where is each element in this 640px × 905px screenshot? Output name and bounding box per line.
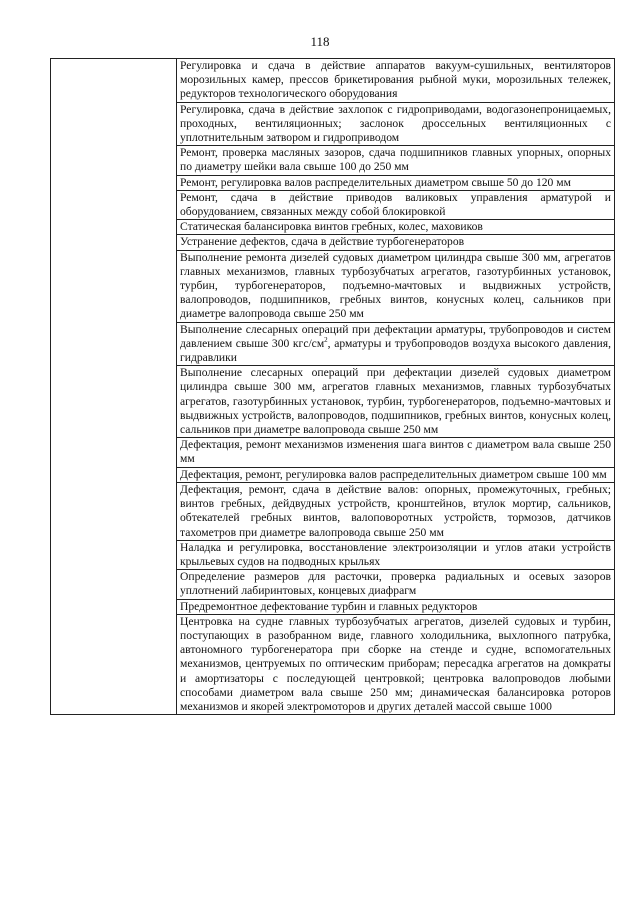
cell-text-before: Выполнение слесарных операций при дефектации арматуры, трубопроводов и систем давлением свыше 300 кгс/см — [180, 322, 611, 350]
superscript: 2 — [324, 336, 328, 344]
table-cell: Выполнение ремонта дизелей судовых диаметром цилиндра свыше 300 мм, агрегатов главных механизмов, главных турбозубчатых агрегатов, газотурбинных установок, турбин, турбогенераторов, подъемно-мачтовых и выдвижных устройств, валопроводов, подшипников, гребных винтов, конусных колец, сальников при диаметре валопровода свыше 250 мм — [177, 250, 615, 322]
page-number: 118 — [310, 34, 330, 49]
table-cell: Предремонтное дефектование турбин и главных редукторов — [177, 599, 615, 614]
table-cell: Дефектация, ремонт, сдача в действие валов: опорных, промежуточных, гребных; винтов гребных, дейдвудных устройств, кронштейнов, втулок мортир, сальников, обтекателей гребных винтов, валоповоротных устройств, тормозов, датчиков тахометров при диаметре валопровода свыше 250 мм — [177, 482, 615, 540]
table-cell: Выполнение слесарных операций при дефектации дизелей судовых диаметром цилиндра свыше 300 мм, агрегатов главных механизмов, главных турбозубчатых агрегатов, газотурбинных установок, турбин, турбогенераторов, подъемно-мачтовых и выдвижных устройств, валопроводов, подшипников, гребных винтов, конусных колец, сальников при диаметре валопровода свыше 250 мм — [177, 366, 615, 438]
table-cell: Ремонт, регулировка валов распределительных диаметром свыше 50 до 120 мм — [177, 175, 615, 190]
empty-left-column — [51, 59, 177, 715]
table-cell — [177, 322, 615, 366]
table-cell: Устранение дефектов, сдача в действие турбогенераторов — [177, 235, 615, 250]
table-cell: Дефектация, ремонт, регулировка валов распределительных диаметром свыше 100 мм — [177, 467, 615, 482]
cell-text-after: , арматуры и трубопроводов воздуха высокого давления, гидравлики — [180, 336, 611, 365]
table-cell: Ремонт, сдача в действие приводов валиковых управления арматурой и оборудованием, связанных между собой блокировкой — [177, 190, 615, 219]
table-cell: Определение размеров для расточки, проверка радиальных и осевых зазоров уплотнений лабиринтовых, концевых диафрагм — [177, 570, 615, 599]
table-cell: Ремонт, проверка масляных зазоров, сдача подшипников главных упорных, опорных по диаметру шейки вала свыше 100 до 250 мм — [177, 146, 615, 175]
table-cell: Регулировка, сдача в действие захлопок с гидроприводами, водогазонепроницаемых, проходных, вентиляционных; заслонок дроссельных вентиляционных с уплотнительным затвором и гидроприводом — [177, 102, 615, 146]
table-row — [51, 59, 615, 103]
table-cell: Дефектация, ремонт механизмов изменения шага винтов с диаметром вала свыше 250 мм — [177, 438, 615, 467]
table-cell: Статическая балансировка винтов гребных, колес, маховиков — [177, 220, 615, 235]
table-cell: Центровка на судне главных турбозубчатых агрегатов, дизелей судовых и турбин, поступающих в разобранном виде, главного холодильника, выхлопного патрубка, автономного турбогенератора при сборке на стенде и судне, вспомогательных механизмов, центруемых по оптическим приборам; пересадка агрегатов на домкраты и амортизаторы с последующей центровкой; центровка валопроводов любыми способами диаметром вала свыше 250 мм; динамическая балансировка роторов механизмов и якорей электромоторов и других деталей массой свыше 1000 — [177, 614, 615, 714]
table-cell: Регулировка и сдача в действие аппаратов вакуум-сушильных, вентиляторов морозильных камер, прессов брикетирования рыбной муки, морозильных тележек, редукторов технологического оборудования — [177, 59, 615, 103]
table-cell: Наладка и регулировка, восстановление электроизоляции и углов атаки устройств крыльевых судов на подводных крыльях — [177, 540, 615, 569]
work-types-table — [50, 58, 615, 715]
